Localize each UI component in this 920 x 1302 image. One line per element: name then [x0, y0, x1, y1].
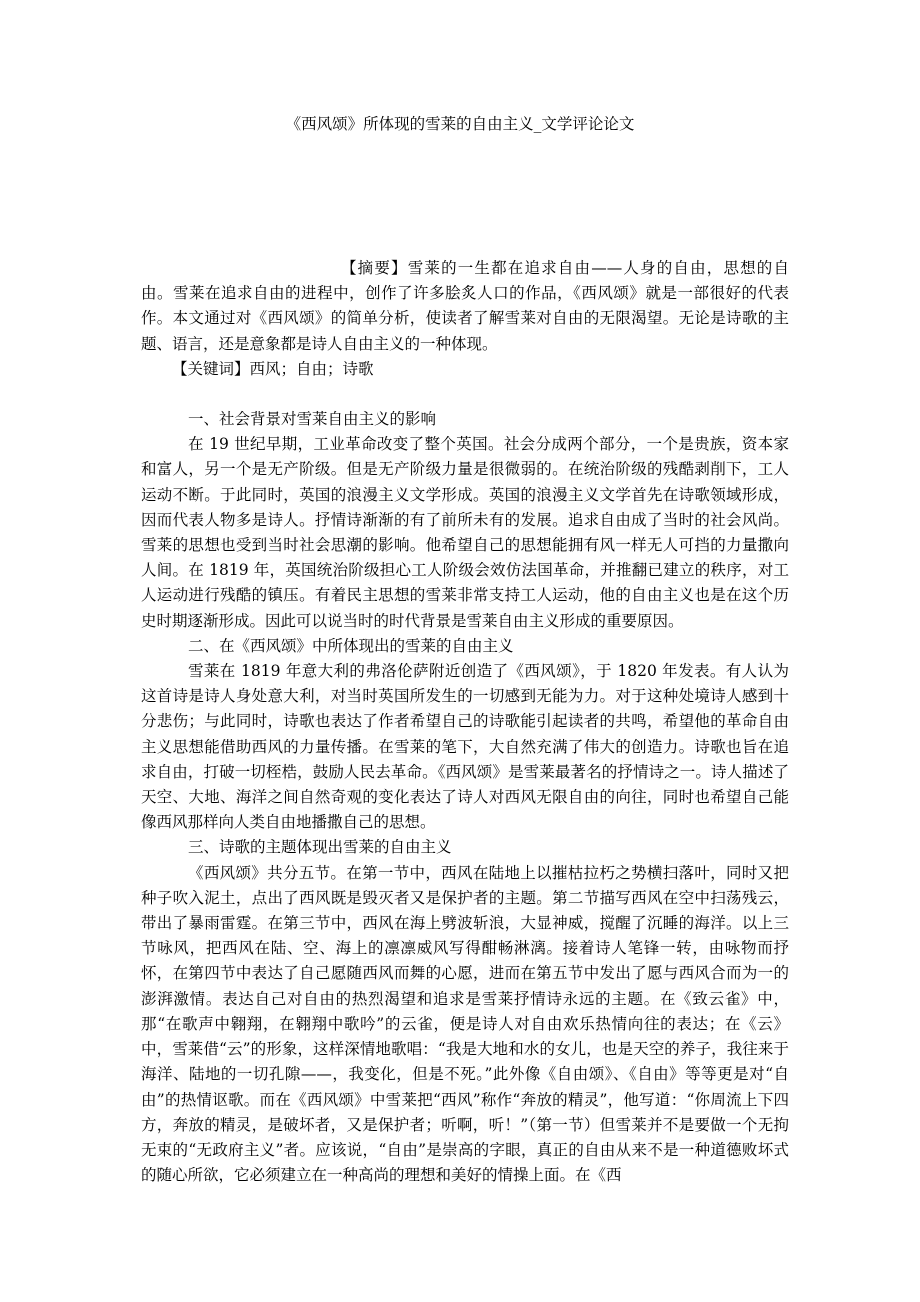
document-title: 《西风颂》所体现的雪莱的自由主义_文学评论论文: [285, 115, 635, 133]
abstract-paragraph: 【摘要】雪莱的一生都在追求自由——人身的自由，思想的自由。雪莱在追求自由的进程中，创作了许多脍炙人口的作品，《西风颂》就是一部很好的代表作。本文通过对《西风颂》的简单分析，使读者了解雪莱对自由的无限渴望。无论是诗歌的主题、语言，还是意象都是诗人自由主义的一种体现。: [141, 259, 789, 353]
spacer: [141, 382, 789, 407]
keywords-paragraph: 【关键词】西风；自由；诗歌: [172, 359, 374, 378]
section-1-heading: 一、社会背景对雪莱自由主义的影响: [188, 410, 437, 429]
section-1-paragraph: 在 19 世纪早期，工业革命改变了整个英国。社会分成两个部分，一个是贵族，资本家和富人，另一个是无产阶级。但是无产阶级力量是很微弱的。在统治阶级的残酷剥削下，工人运动不断。于此同时，英国的浪漫主义文学形成。英国的浪漫主义文学首先在诗歌领域形成，因而代表人物多是诗人。抒情诗渐渐的有了前所未有的发展。追求自由成了当时的社会风尚。雪莱的思想也受到当时社会思潮的影响。他希望自己的思想能拥有风一样无人可挡的力量撒向人间。在 1819 年，英国统治阶级担心工人阶级会效仿法国革命，并推翻已建立的秩序，对工人运动进行残酷的镇压。有着民主思想的雪莱非常支持工人运动，他的自由主义也是在这个历史时期逐渐形成。因此可以说当时的时代背景是雪莱自由主义形成的重要原因。: [141, 435, 789, 630]
section-3-paragraph: 《西风颂》共分五节。在第一节中，西风在陆地上以摧枯拉朽之势横扫落叶，同时又把种子吹入泥土，点出了西风既是毁灭者又是保护者的主题。第二节描写西风在空中扫荡残云，带出了暴雨雷霆。在第三节中，西风在海上劈波斩浪，大显神威，搅醒了沉睡的海洋。以上三节咏风，把西风在陆、空、海上的凛凛威风写得酣畅淋漓。接着诗人笔锋一转，由咏物而抒怀，在第四节中表达了自己愿随西风而舞的心愿，进而在第五节中发出了愿与西风合而为一的澎湃激情。表达自己对自由的热烈渴望和追求是雪莱抒情诗永远的主题。在《致云雀》中，那“在歌声中翱翔，在翱翔中歌吟”的云雀，便是诗人对自由欢乐热情向往的表达；在《云》中，雪莱借“云”的形象，这样深情地歌唱：“我是大地和水的女儿，也是天空的养子，我往来于海洋、陆地的一切孔隙——，我变化，但是不死。”此外像《自由颂》、《自由》等等更是对“自由”的热情讴歌。而在《西风颂》中雪莱把“西风”称作“奔放的精灵”，他写道：“你周流上下四方，奔放的精灵，是破坏者，又是保护者；听啊，听！”（第一节）但雪莱并不是要做一个无拘无束的“无政府主义”者。应该说，“自由”是崇高的字眼，真正的自由从来不是一种道德败坏式的随心所欲，它必须建立在一种高尚的理想和美好的情操上面。在《西: [141, 863, 789, 1185]
document-body: [141, 256, 789, 1188]
section-2-heading: 二、在《西风颂》中所体现出的雪莱的自由主义: [188, 636, 514, 655]
section-3-heading: 三、诗歌的主题体现出雪莱的自由主义: [188, 838, 452, 857]
section-2-paragraph: 雪莱在 1819 年意大利的弗洛伦萨附近创造了《西风颂》，于 1820 年发表。有人认为这首诗是诗人身处意大利，对当时英国所发生的一切感到无能为力。对于这种处境诗人感到十分悲伤；与此同时，诗歌也表达了作者希望自己的诗歌能引起读者的共鸣，希望他的革命自由主义思想能借助西风的力量传播。在雪莱的笔下，大自然充满了伟大的创造力。诗歌也旨在追求自由，打破一切桎梏，鼓励人民去革命。《西风颂》是雪莱最著名的抒情诗之一。诗人描述了天空、大地、海洋之间自然奇观的变化表达了诗人对西风无限自由的向往，同时也希望自己能像西风那样向人类自由地播撒自己的思想。: [141, 662, 789, 832]
